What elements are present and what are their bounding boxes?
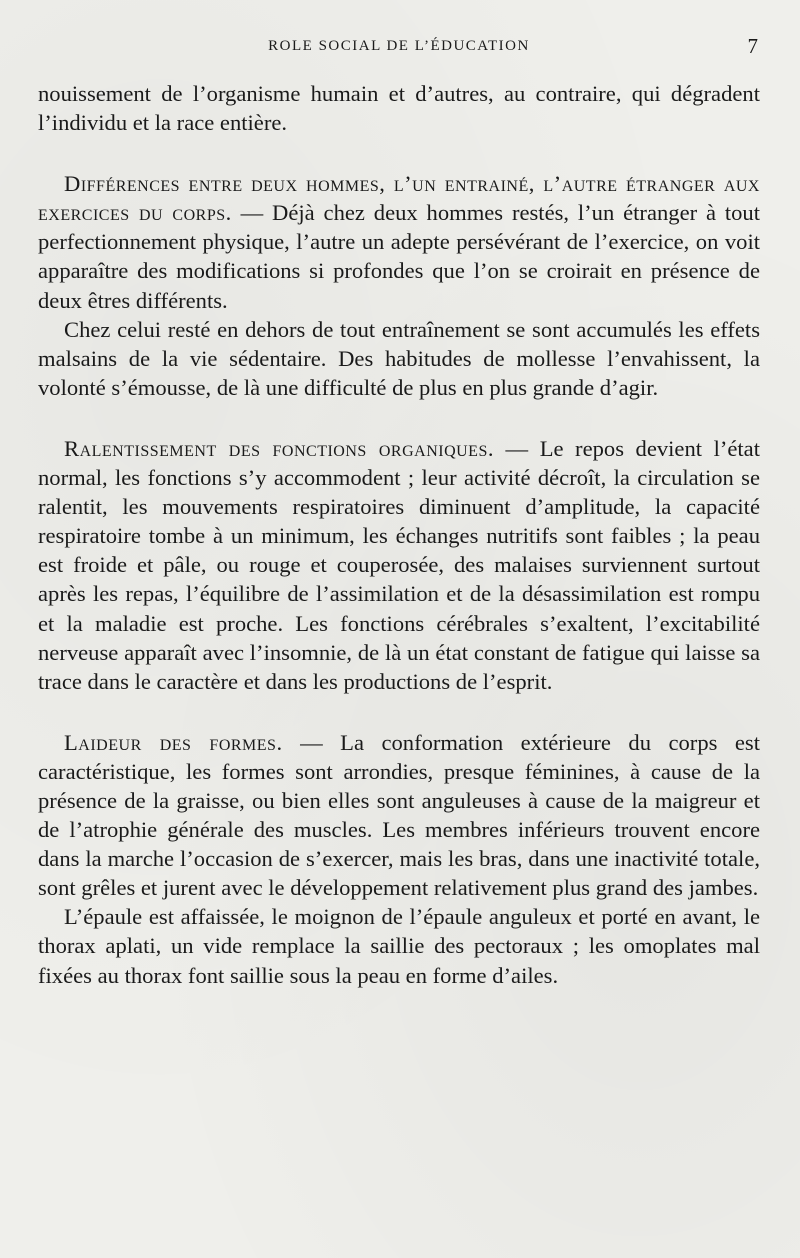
paragraph-sedentary — [38, 315, 760, 402]
section-heading: Différences entre deux hommes, l’un entrainé, l’autre étranger aux exercices du corps. — [38, 171, 760, 226]
paragraph-text: L’épaule est affaissée, le moignon de l’épaule anguleux et porté en avant, le thorax aplati, un vide remplace la saillie des pectoraux ; les omoplates mal fixées au thorax font saillie sous la peau en forme d’ailes. — [38, 904, 760, 988]
paragraph-text: — Déjà chez deux hommes restés, l’un étranger à tout perfectionnement physique, l’autre un adepte persévérant de l’exercice, on voit apparaître des modifications si profondes que l’on se croirait en présence de deux êtres différents. — [38, 200, 760, 313]
paragraph-differences — [38, 169, 760, 314]
page-number: 7 — [747, 34, 758, 58]
paragraph-text: nouissement de l’organisme humain et d’autres, au contraire, qui dégradent l’individu et la race entière. — [38, 81, 760, 136]
section-heading: Ralentissement des fonctions organiques. — [64, 435, 495, 461]
body-text — [38, 79, 760, 990]
paragraph-epaule — [38, 902, 760, 989]
paragraph-text: Chez celui resté en dehors de tout entraînement se sont accumulés les effets malsains de la vie sédentaire. Des habitudes de mollesse l’envahissent, la volonté s’émousse, de là une difficulté de plus en plus grande d’agir. — [38, 316, 760, 400]
paragraph-continuation — [38, 79, 760, 137]
running-head — [38, 36, 760, 60]
section-heading: Laideur des formes. — [64, 729, 283, 755]
paragraph-laideur — [38, 728, 760, 903]
paragraph-text: — La conformation extérieure du corps est caractéristique, les formes sont arrondies, presque féminines, à cause de la présence de la graisse, ou bien elles sont anguleuses à cause de la maigreur et de l’atrophie générale des muscles. Les membres inférieurs trouvent encore dans la marche l’occasion de s’exercer, mais les bras, dans une inactivité totale, sont grêles et jurent avec le développement relativement plus grand des jambes. — [38, 729, 760, 901]
running-title: ROLE SOCIAL DE L’ÉDUCATION — [268, 38, 530, 54]
paragraph-ralentissement — [38, 434, 760, 696]
paragraph-text: — Le repos devient l’état normal, les fonctions s’y accommodent ; leur activité décroît, la circulation se ralentit, les mouvements respiratoires diminuent d’amplitude, la capacité respiratoire tombe à un minimum, les échanges nutritifs sont faibles ; la peau est froide et pâle, ou rouge et couperosée, des malaises surviennent surtout après les repas, l’équilibre de l’assimilation et de la désassimilation est rompu et la maladie est proche. Les fonctions cérébrales s’exaltent, l’excitabilité nerveuse apparaît avec l’insomnie, de là un état constant de fatigue qui laisse sa trace dans le caractère et dans les productions de l’esprit. — [38, 435, 760, 694]
